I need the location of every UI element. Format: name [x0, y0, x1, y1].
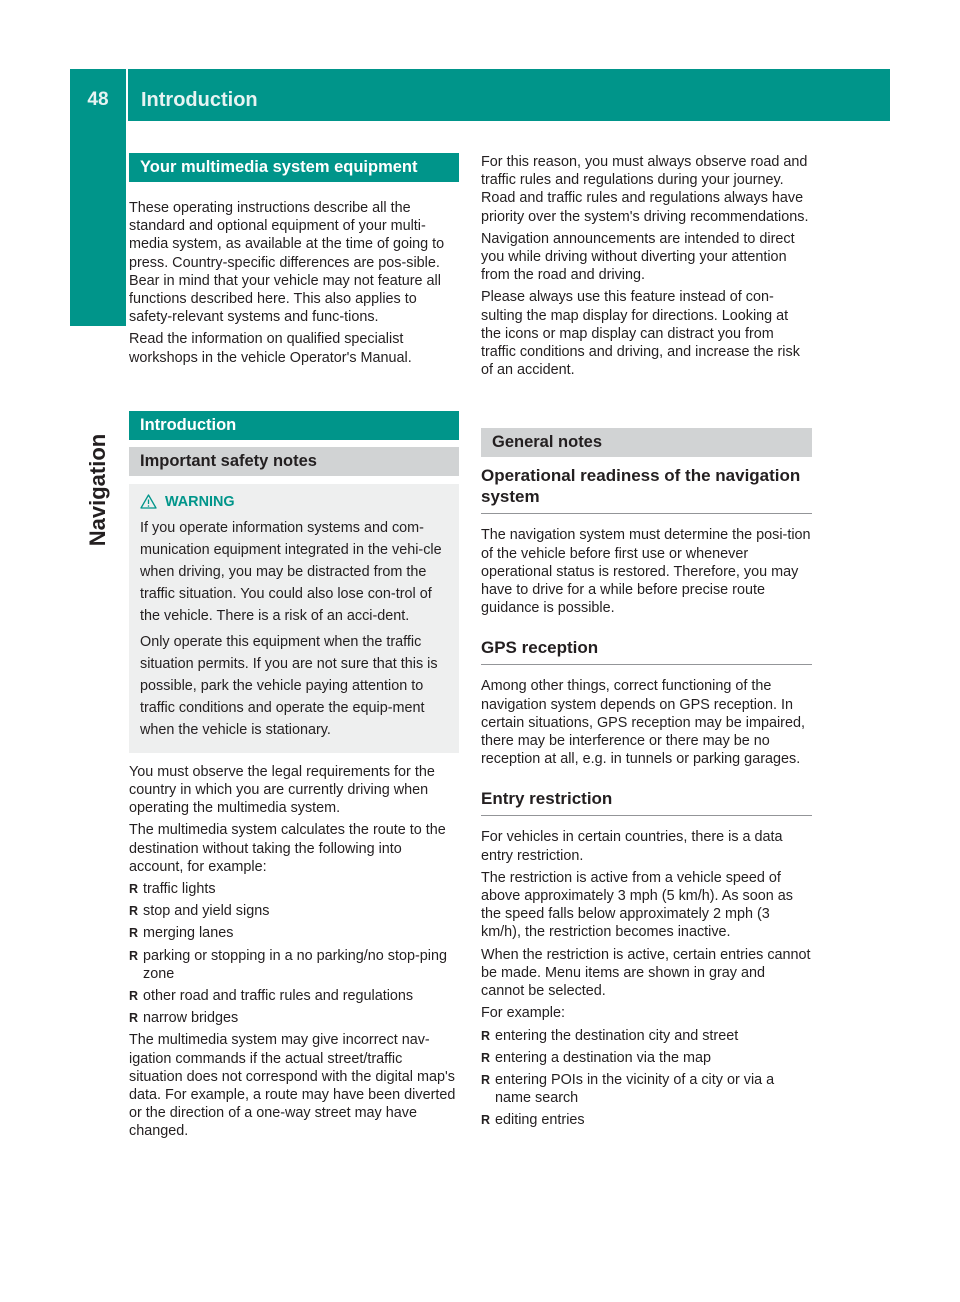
readiness-paragraph: The navigation system must determine the posi-tion of the vehicle before first use or whenever operational status is restored. Therefore, you may have to drive for a while before precise route guidance is possible. — [481, 527, 811, 617]
warning-header — [140, 492, 451, 512]
entry-paragraph-4: For example: — [481, 1005, 565, 1022]
route-paragraph: The multimedia system calculates the route to the destination without taking the following into account, for example: — [129, 822, 446, 875]
list-item: R editing entries — [481, 1111, 812, 1129]
list-item: R entering POIs in the vicinity of a city or via a name search — [481, 1071, 812, 1107]
section-title: Introduction — [141, 89, 258, 111]
side-tab-label: Navigation — [85, 433, 110, 547]
safety-notes-heading: Important safety notes — [129, 447, 459, 476]
list-item: R narrow bridges — [129, 1009, 459, 1027]
reason-paragraph: For this reason, you must always observe road and traffic rules and regulations during your journey. Road and traffic rules and regulations always have priority over the system's driving recommendations. — [481, 154, 809, 225]
entry-paragraph: For vehicles in certain countries, there is a data entry restriction. — [481, 829, 783, 864]
list-item: R entering a destination via the map — [481, 1049, 812, 1067]
page-number: 48 — [87, 89, 109, 110]
entry-paragraph-3: When the restriction is active, certain entries cannot be made. Menu items are shown in gray and cannot be selected. — [481, 946, 811, 1000]
list-item: R traffic lights — [129, 880, 459, 898]
gps-heading: GPS reception — [481, 637, 812, 665]
entry-paragraph-2: The restriction is active from a vehicle speed of above approximately 3 mph (5 km/h). As soon as the speed falls below approximately 2 mph (3 km/h), the restriction becomes inactive. — [481, 869, 793, 941]
map-display-paragraph: Please always use this feature instead of con-sulting the map display for directions. Looking at the icons or map display can distract you from traffic conditions and driving, and increase the risk of an accident. — [481, 289, 800, 379]
legal-paragraph: You must observe the legal requirements for the country in which you are currently driving when operating the multimedia system. — [129, 763, 435, 817]
header-divider — [126, 69, 128, 121]
entry-restriction-heading: Entry restriction — [481, 788, 812, 816]
list-item: R entering the destination city and street — [481, 1027, 812, 1045]
announcements-paragraph: Navigation announcements are intended to direct you while driving without diverting your attention from the road and driving. — [481, 230, 795, 284]
warning-box — [129, 484, 459, 753]
equipment-paragraph-2: Read the information on qualified specialist workshops in the vehicle Operator's Manual. — [129, 331, 412, 366]
equipment-paragraph: These operating instructions describe all the standard and optional equipment of your multi-media system, as available at the time of going to press. Country-specific differences are pos-sible. Bear in mind that your vehicle may not feature all functions described here. This also applies to safety-relevant systems and func-tions. — [129, 200, 445, 326]
warning-paragraph-2: Only operate this equipment when the traffic situation permits. If you are not sure that this is possible, park the vehicle paying attention to traffic conditions and operate the equip-ment when the vehicle is stationary. — [140, 633, 438, 738]
list-item: R stop and yield signs — [129, 902, 459, 920]
warning-label: WARNING — [165, 493, 235, 510]
warning-triangle-icon — [140, 494, 157, 509]
right-column — [481, 153, 812, 1134]
entry-examples-list — [481, 1027, 812, 1130]
warning-paragraph: If you operate information systems and com-munication equipment integrated in the vehi-cle when driving, you may be distracted from the traffic situation. You could also lose con-trol of the vehicle. There is a risk of an acci-dent. — [140, 519, 442, 624]
introduction-heading: Introduction — [129, 411, 459, 440]
equipment-heading: Your multimedia system equipment — [129, 153, 459, 182]
list-item: R other road and traffic rules and regulations — [129, 987, 459, 1005]
side-tab — [70, 121, 126, 326]
route-factors-list — [129, 880, 459, 1027]
general-notes-heading: General notes — [481, 428, 812, 457]
readiness-heading: Operational readiness of the navigation system — [481, 465, 812, 514]
list-item: R merging lanes — [129, 924, 459, 942]
gps-paragraph: Among other things, correct functioning of the navigation system depends on GPS reception. In certain situations, GPS reception may be impaired, there may be interference or there may be no reception at all, e.g. in tunnels or parking garages. — [481, 678, 805, 768]
list-item: R parking or stopping in a no parking/no stop-ping zone — [129, 947, 459, 983]
incorrect-commands-paragraph: The multimedia system may give incorrect nav-igation commands if the actual street/traffic situation does not correspond with the digital map's data. For example, a route may have been diverted or the direction of a one-way street may have changed. — [129, 1032, 456, 1140]
left-column — [129, 153, 459, 1145]
